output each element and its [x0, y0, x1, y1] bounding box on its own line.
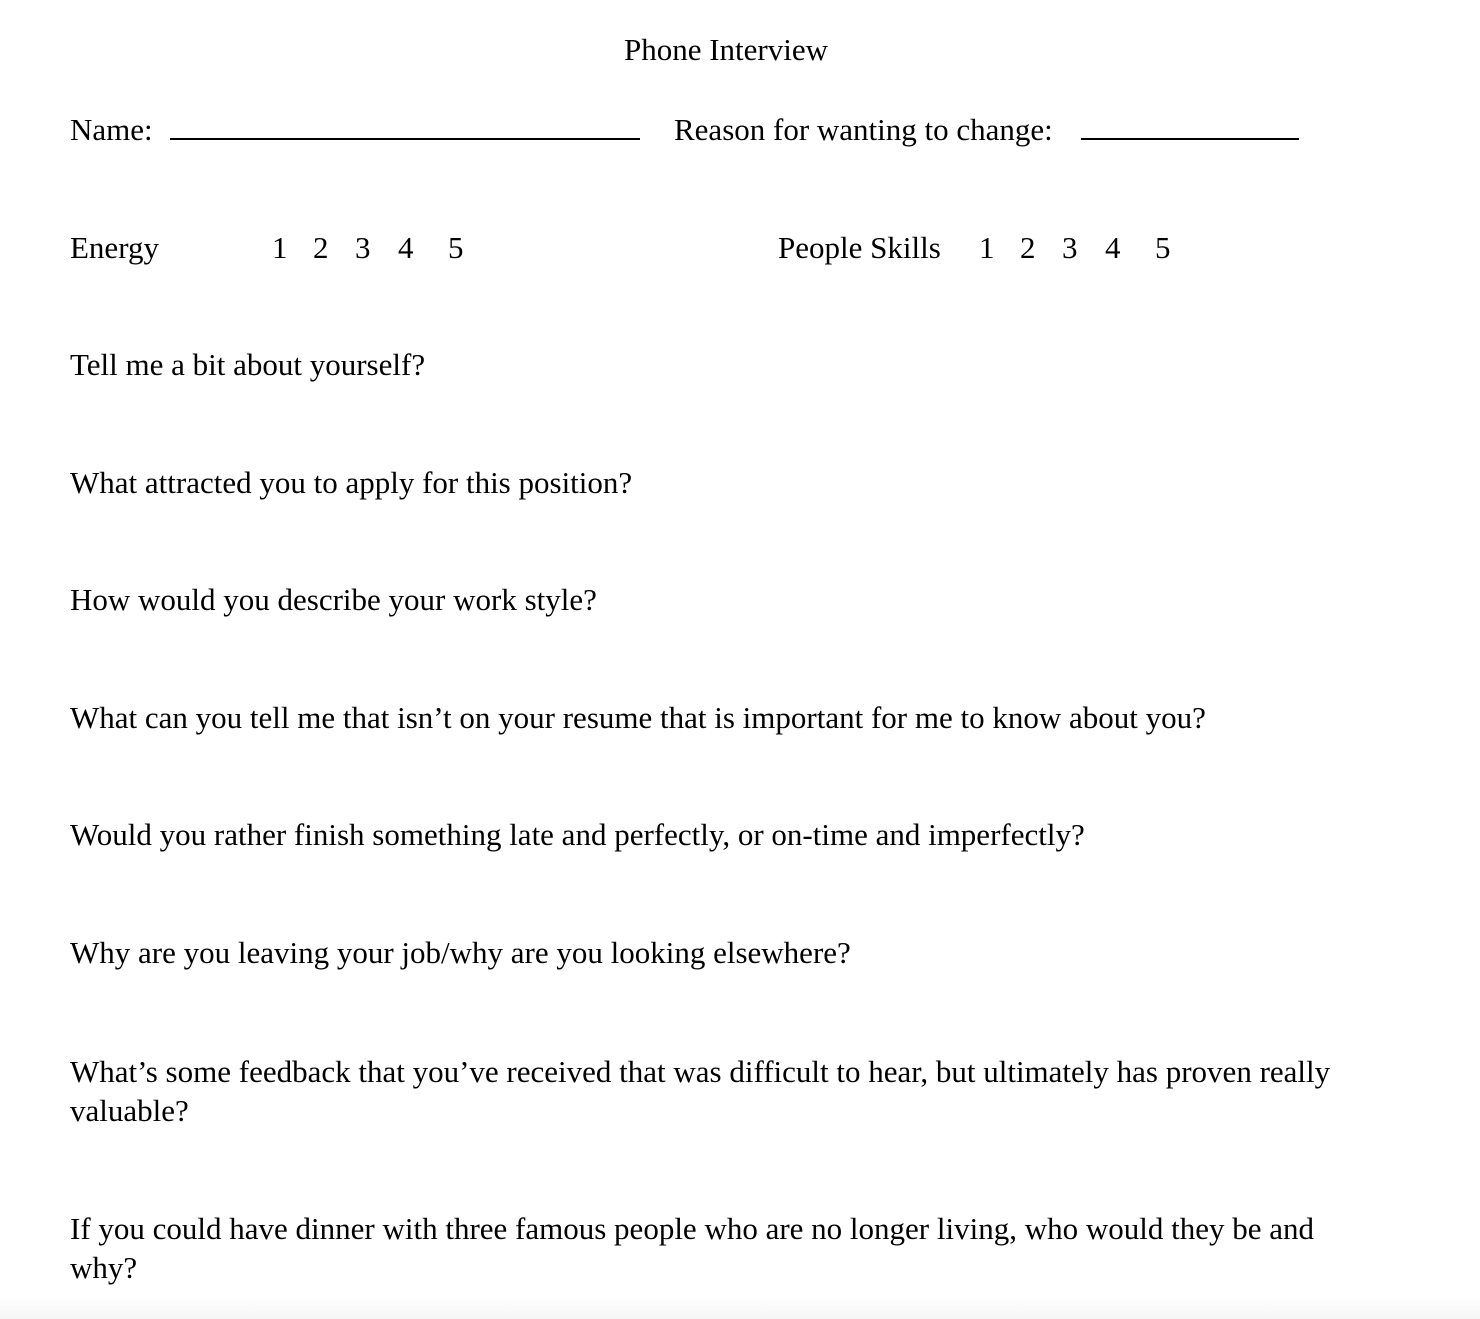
page-bottom-edge — [0, 1297, 1480, 1319]
people-skills-rating-1[interactable]: 1 — [979, 230, 995, 265]
page-title: Phone Interview — [623, 32, 829, 67]
reason-field-row — [674, 112, 1299, 148]
energy-rating-5[interactable]: 5 — [448, 230, 464, 265]
people-skills-rating-3[interactable]: 3 — [1062, 230, 1078, 265]
question-item: How would you describe your work style? — [70, 582, 597, 617]
energy-rating-4[interactable]: 4 — [398, 230, 414, 265]
name-field-row — [70, 112, 640, 148]
reason-label: Reason for wanting to change: — [674, 112, 1053, 147]
energy-rating-label: Energy — [70, 230, 159, 265]
question-item: Tell me a bit about yourself? — [70, 347, 426, 382]
energy-rating-1[interactable]: 1 — [272, 230, 288, 265]
people-skills-rating-label: People Skills — [778, 230, 941, 265]
name-blank-line[interactable] — [170, 118, 640, 140]
question-item: If you could have dinner with three famous people who are no longer living, who would they be and why? — [70, 1211, 1314, 1285]
name-label: Name: — [70, 112, 153, 147]
reason-blank-line[interactable] — [1081, 118, 1299, 140]
energy-rating-3[interactable]: 3 — [355, 230, 371, 265]
question-item: Would you rather finish something late and perfectly, or on-time and imperfectly? — [70, 817, 1085, 852]
question-item: Why are you leaving your job/why are you looking elsewhere? — [70, 935, 851, 970]
people-skills-rating-5[interactable]: 5 — [1155, 230, 1171, 265]
energy-rating-2[interactable]: 2 — [313, 230, 329, 265]
question-item: What can you tell me that isn’t on your resume that is important for me to know about you? — [70, 700, 1206, 735]
people-skills-rating-2[interactable]: 2 — [1020, 230, 1036, 265]
question-item: What’s some feedback that you’ve received that was difficult to hear, but ultimately has proven really valuable? — [70, 1054, 1331, 1128]
question-item: What attracted you to apply for this position? — [70, 465, 633, 500]
people-skills-rating-4[interactable]: 4 — [1105, 230, 1121, 265]
